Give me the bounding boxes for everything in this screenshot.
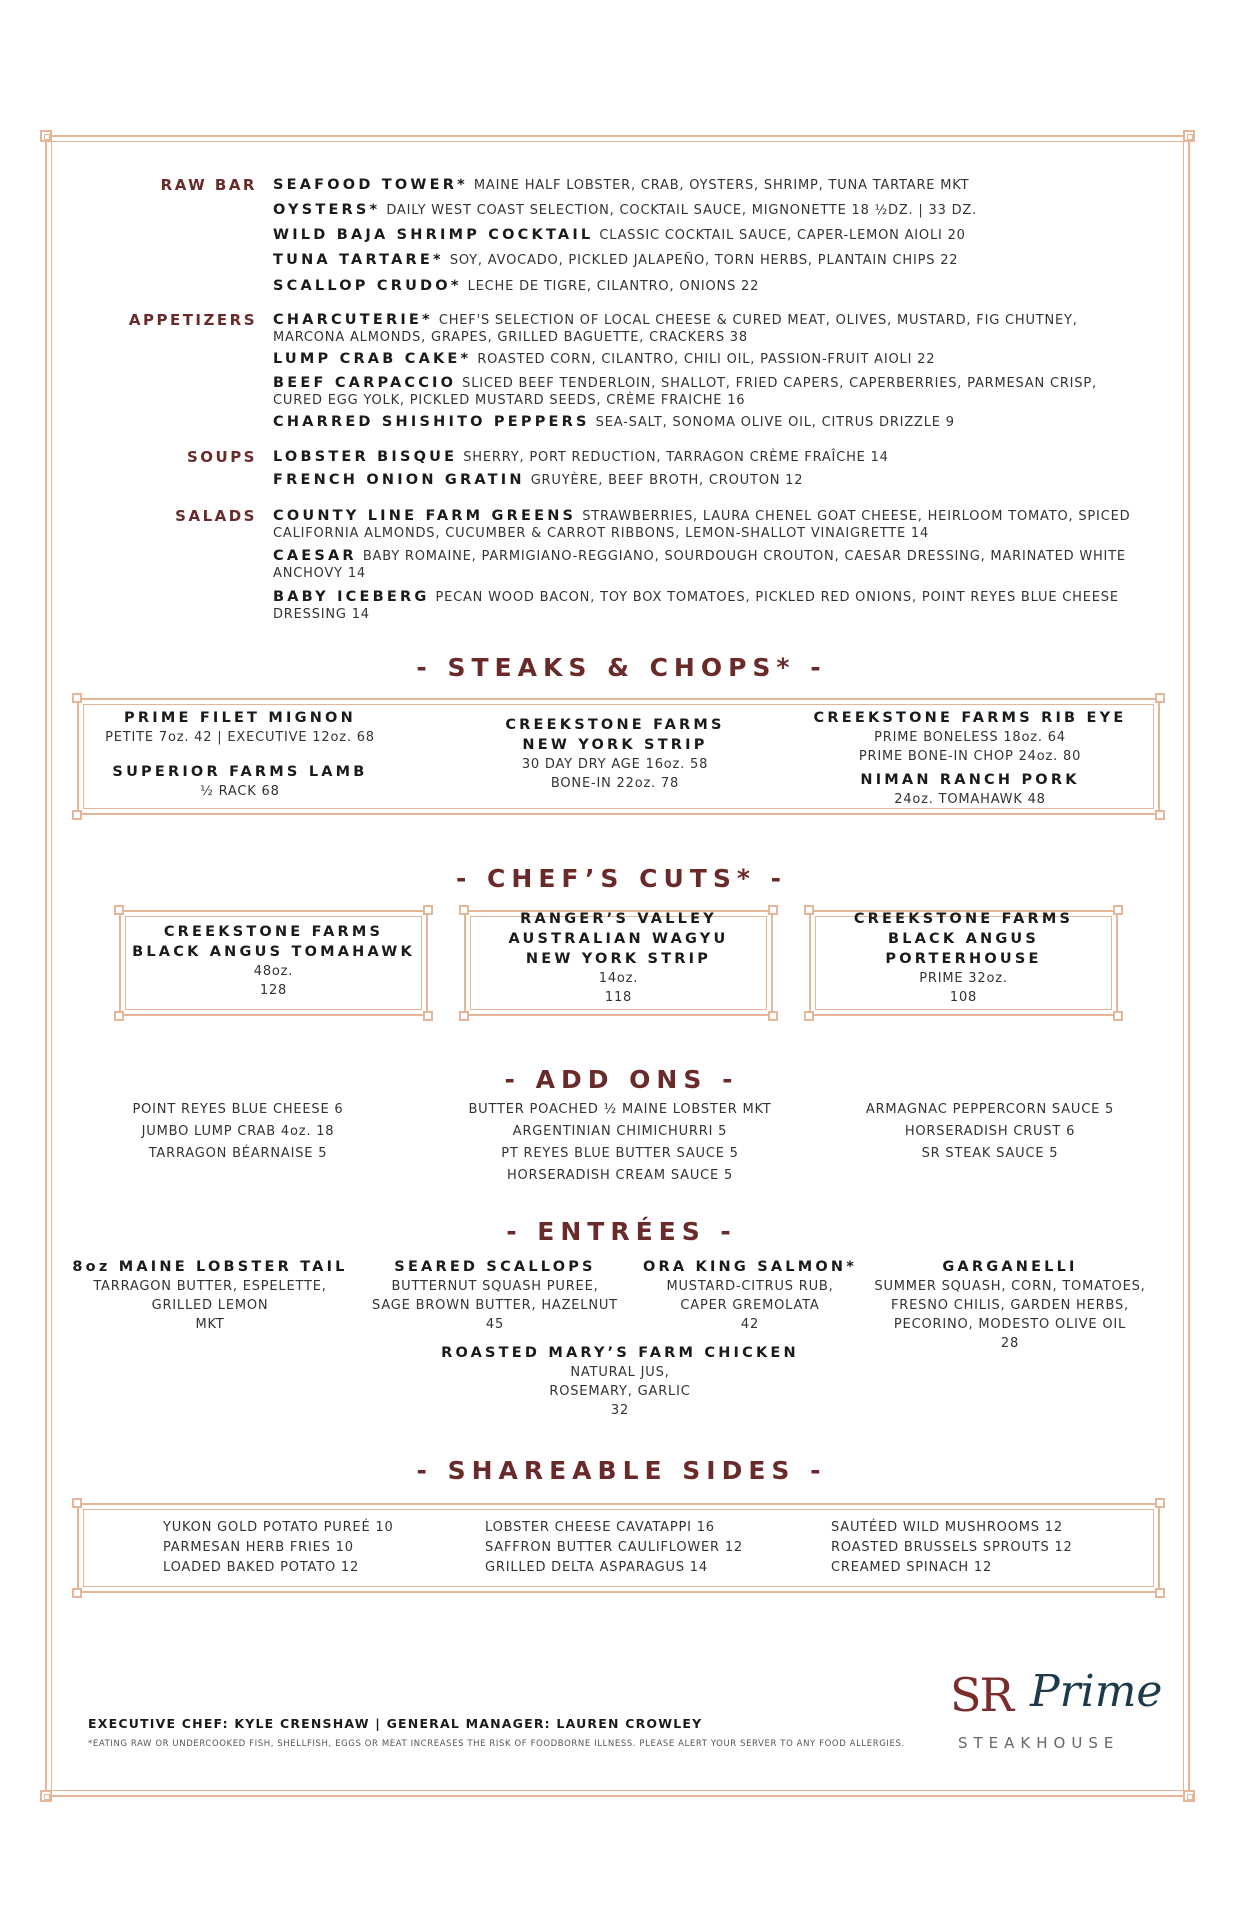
menu-item: SCALLOP CRUDO* LECHE DE TIGRE, CILANTRO, ONIONS 22 bbox=[273, 278, 760, 294]
logo-sr: SR bbox=[950, 1668, 1013, 1722]
menu-item: BEEF CARPACCIO SLICED BEEF TENDERLOIN, SHALLOT, FRIED CAPERS, CAPERBERRIES, PARMESAN CRISP, CURED EGG YOLK, PICKLED MUSTARD SEEDS, CRÈME FRAICHE 16 bbox=[273, 375, 1097, 408]
menu-item: LOBSTER BISQUE SHERRY, PORT REDUCTION, TARRAGON CRÈME FRAÎCHE 14 bbox=[273, 449, 889, 465]
box-corner bbox=[1155, 1588, 1165, 1598]
section-title-entrees: - ENTRÉES - bbox=[506, 1217, 737, 1246]
section-title-steaks: - STEAKS & CHOPS* - bbox=[416, 653, 827, 682]
box-corner bbox=[804, 905, 814, 915]
entree-lobster: 8oz MAINE LOBSTER TAIL TARRAGON BUTTER, ESPELETTE, GRILLED LEMON MKT bbox=[72, 1259, 348, 1332]
category-salads: SALADS bbox=[175, 507, 257, 525]
box-corner bbox=[1155, 810, 1165, 820]
frame-corner bbox=[40, 130, 52, 142]
menu-item: CAESAR BABY ROMAINE, PARMIGIANO-REGGIANO, SOURDOUGH CROUTON, CAESAR DRESSING, MARINATED WHITE ANCHOVY 14 bbox=[273, 548, 1126, 581]
box-corner bbox=[114, 905, 124, 915]
steak-pork: NIMAN RANCH PORK 24oz. TOMAHAWK 48 bbox=[860, 772, 1080, 807]
box-corner bbox=[72, 1588, 82, 1598]
box-corner bbox=[423, 905, 433, 915]
menu-item: WILD BAJA SHRIMP COCKTAIL CLASSIC COCKTAIL SAUCE, CAPER-LEMON AIOLI 20 bbox=[273, 227, 966, 243]
steak-rib-eye: CREEKSTONE FARMS RIB EYE PRIME BONELESS 18oz. 64 PRIME BONE-IN CHOP 24oz. 80 bbox=[813, 710, 1127, 764]
frame-corner bbox=[1183, 1790, 1195, 1802]
staff-credits: EXECUTIVE CHEF: KYLE CRENSHAW | GENERAL MANAGER: LAUREN CROWLEY bbox=[88, 1716, 703, 1731]
menu-item: BABY ICEBERG PECAN WOOD BACON, TOY BOX TOMATOES, PICKLED RED ONIONS, POINT REYES BLUE CHEESE DRESSING 14 bbox=[273, 589, 1119, 622]
section-title-chefs-cuts: - CHEF’S CUTS* - bbox=[455, 864, 788, 893]
box-corner bbox=[1155, 1498, 1165, 1508]
section-title-add-ons: - ADD ONS - bbox=[504, 1065, 739, 1094]
box-corner bbox=[72, 693, 82, 703]
menu-item: CHARCUTERIE* CHEF'S SELECTION OF LOCAL CHEESE & CURED MEAT, OLIVES, MUSTARD, FIG CHUTNEY, MARCONA ALMONDS, GRAPES, GRILLED BAGUETTE, CRACKERS 38 bbox=[273, 312, 1078, 345]
entree-garganelli: GARGANELLI SUMMER SQUASH, CORN, TOMATOES, FRESNO CHILIS, GARDEN HERBS, PECORINO, MODESTO OLIVE OIL 28 bbox=[874, 1259, 1146, 1351]
steak-lamb: SUPERIOR FARMS LAMB ½ RACK 68 bbox=[112, 764, 368, 799]
menu-item: FRENCH ONION GRATIN GRUYÈRE, BEEF BROTH, CROUTON 12 bbox=[273, 472, 804, 488]
category-appetizers: APPETIZERS bbox=[128, 311, 257, 329]
entree-salmon: ORA KING SALMON* MUSTARD-CITRUS RUB, CAPER GREMOLATA 42 bbox=[642, 1259, 858, 1332]
cut-tomahawk: CREEKSTONE FARMS BLACK ANGUS TOMAHAWK 48oz. 128 bbox=[132, 924, 415, 998]
box-corner bbox=[804, 1011, 814, 1021]
box-corner bbox=[1113, 905, 1123, 915]
category-soups: SOUPS bbox=[186, 448, 257, 466]
sides-col-3: SAUTÉED WILD MUSHROOMS 12 ROASTED BRUSSELS SPROUTS 12 CREAMED SPINACH 12 bbox=[831, 1520, 1073, 1575]
box-corner bbox=[114, 1011, 124, 1021]
box-corner bbox=[72, 1498, 82, 1508]
menu-item: OYSTERS* DAILY WEST COAST SELECTION, COCKTAIL SAUCE, MIGNONETTE 18 ½DZ. | 33 DZ. bbox=[273, 202, 978, 218]
cut-wagyu: RANGER’S VALLEY AUSTRALIAN WAGYU NEW YORK STRIP 14oz. 118 bbox=[508, 911, 729, 1005]
logo-prime: Prime bbox=[1030, 1666, 1163, 1717]
frame-corner bbox=[1183, 130, 1195, 142]
box-corner bbox=[768, 1011, 778, 1021]
box-corner bbox=[1155, 693, 1165, 703]
category-raw-bar: RAW BAR bbox=[160, 176, 257, 194]
steak-ny-strip: CREEKSTONE FARMS NEW YORK STRIP 30 DAY DRY AGE 16oz. 58 BONE-IN 22oz. 78 bbox=[505, 717, 725, 791]
entree-chicken: ROASTED MARY’S FARM CHICKEN NATURAL JUS, ROSEMARY, GARLIC 32 bbox=[441, 1345, 799, 1418]
add-ons-col-3: ARMAGNAC PEPPERCORN SAUCE 5 HORSERADISH CRUST 6 SR STEAK SAUCE 5 bbox=[865, 1102, 1115, 1161]
menu-item: CHARRED SHISHITO PEPPERS SEA-SALT, SONOMA OLIVE OIL, CITRUS DRIZZLE 9 bbox=[273, 414, 955, 430]
entree-scallops: SEARED SCALLOPS BUTTERNUT SQUASH PUREE, SAGE BROWN BUTTER, HAZELNUT 45 bbox=[372, 1259, 618, 1332]
frame-corner bbox=[40, 1790, 52, 1802]
cut-porterhouse: CREEKSTONE FARMS BLACK ANGUS PORTERHOUSE PRIME 32oz. 108 bbox=[853, 911, 1074, 1005]
box-corner bbox=[1113, 1011, 1123, 1021]
menu-item: TUNA TARTARE* SOY, AVOCADO, PICKLED JALAPEÑO, TORN HERBS, PLANTAIN CHIPS 22 bbox=[273, 252, 959, 268]
food-safety-disclaimer: *EATING RAW OR UNDERCOOKED FISH, SHELLFISH, EGGS OR MEAT INCREASES THE RISK OF FOODBORNE ILLNESS. PLEASE ALERT YOUR SERVER TO ANY FOOD ALLERGIES. bbox=[88, 1739, 905, 1749]
sr-prime-logo bbox=[950, 1660, 1163, 1760]
section-title-sides: - SHAREABLE SIDES - bbox=[416, 1456, 827, 1485]
logo-steakhouse: STEAKHOUSE bbox=[958, 1734, 1120, 1752]
menu-item: SEAFOOD TOWER* MAINE HALF LOBSTER, CRAB, OYSTERS, SHRIMP, TUNA TARTARE MKT bbox=[273, 177, 970, 193]
box-corner bbox=[459, 905, 469, 915]
add-ons-col-2: BUTTER POACHED ½ MAINE LOBSTER MKT ARGENTINIAN CHIMICHURRI 5 PT REYES BLUE BUTTER SAUCE 5 HORSERADISH CREAM SAUCE 5 bbox=[468, 1102, 772, 1183]
add-ons-col-1: POINT REYES BLUE CHEESE 6 JUMBO LUMP CRAB 4oz. 18 TARRAGON BÉARNAISE 5 bbox=[132, 1102, 344, 1161]
box-corner bbox=[768, 905, 778, 915]
sides-col-2: LOBSTER CHEESE CAVATAPPI 16 SAFFRON BUTTER CAULIFLOWER 12 GRILLED DELTA ASPARAGUS 14 bbox=[485, 1520, 743, 1575]
box-corner bbox=[423, 1011, 433, 1021]
box-corner bbox=[72, 810, 82, 820]
box-corner bbox=[459, 1011, 469, 1021]
steak-filet: PRIME FILET MIGNON PETITE 7oz. 42 | EXECUTIVE 12oz. 68 bbox=[105, 710, 375, 745]
menu-item: LUMP CRAB CAKE* ROASTED CORN, CILANTRO, CHILI OIL, PASSION-FRUIT AIOLI 22 bbox=[273, 351, 936, 367]
menu-item: COUNTY LINE FARM GREENS STRAWBERRIES, LAURA CHENEL GOAT CHEESE, HEIRLOOM TOMATO, SPICED CALIFORNIA ALMONDS, CUCUMBER & CARROT RIBBONS, LEMON-SHALLOT VINAIGRETTE 14 bbox=[273, 508, 1131, 541]
sides-col-1: YUKON GOLD POTATO PUREÉ 10 PARMESAN HERB FRIES 10 LOADED BAKED POTATO 12 bbox=[163, 1520, 394, 1575]
